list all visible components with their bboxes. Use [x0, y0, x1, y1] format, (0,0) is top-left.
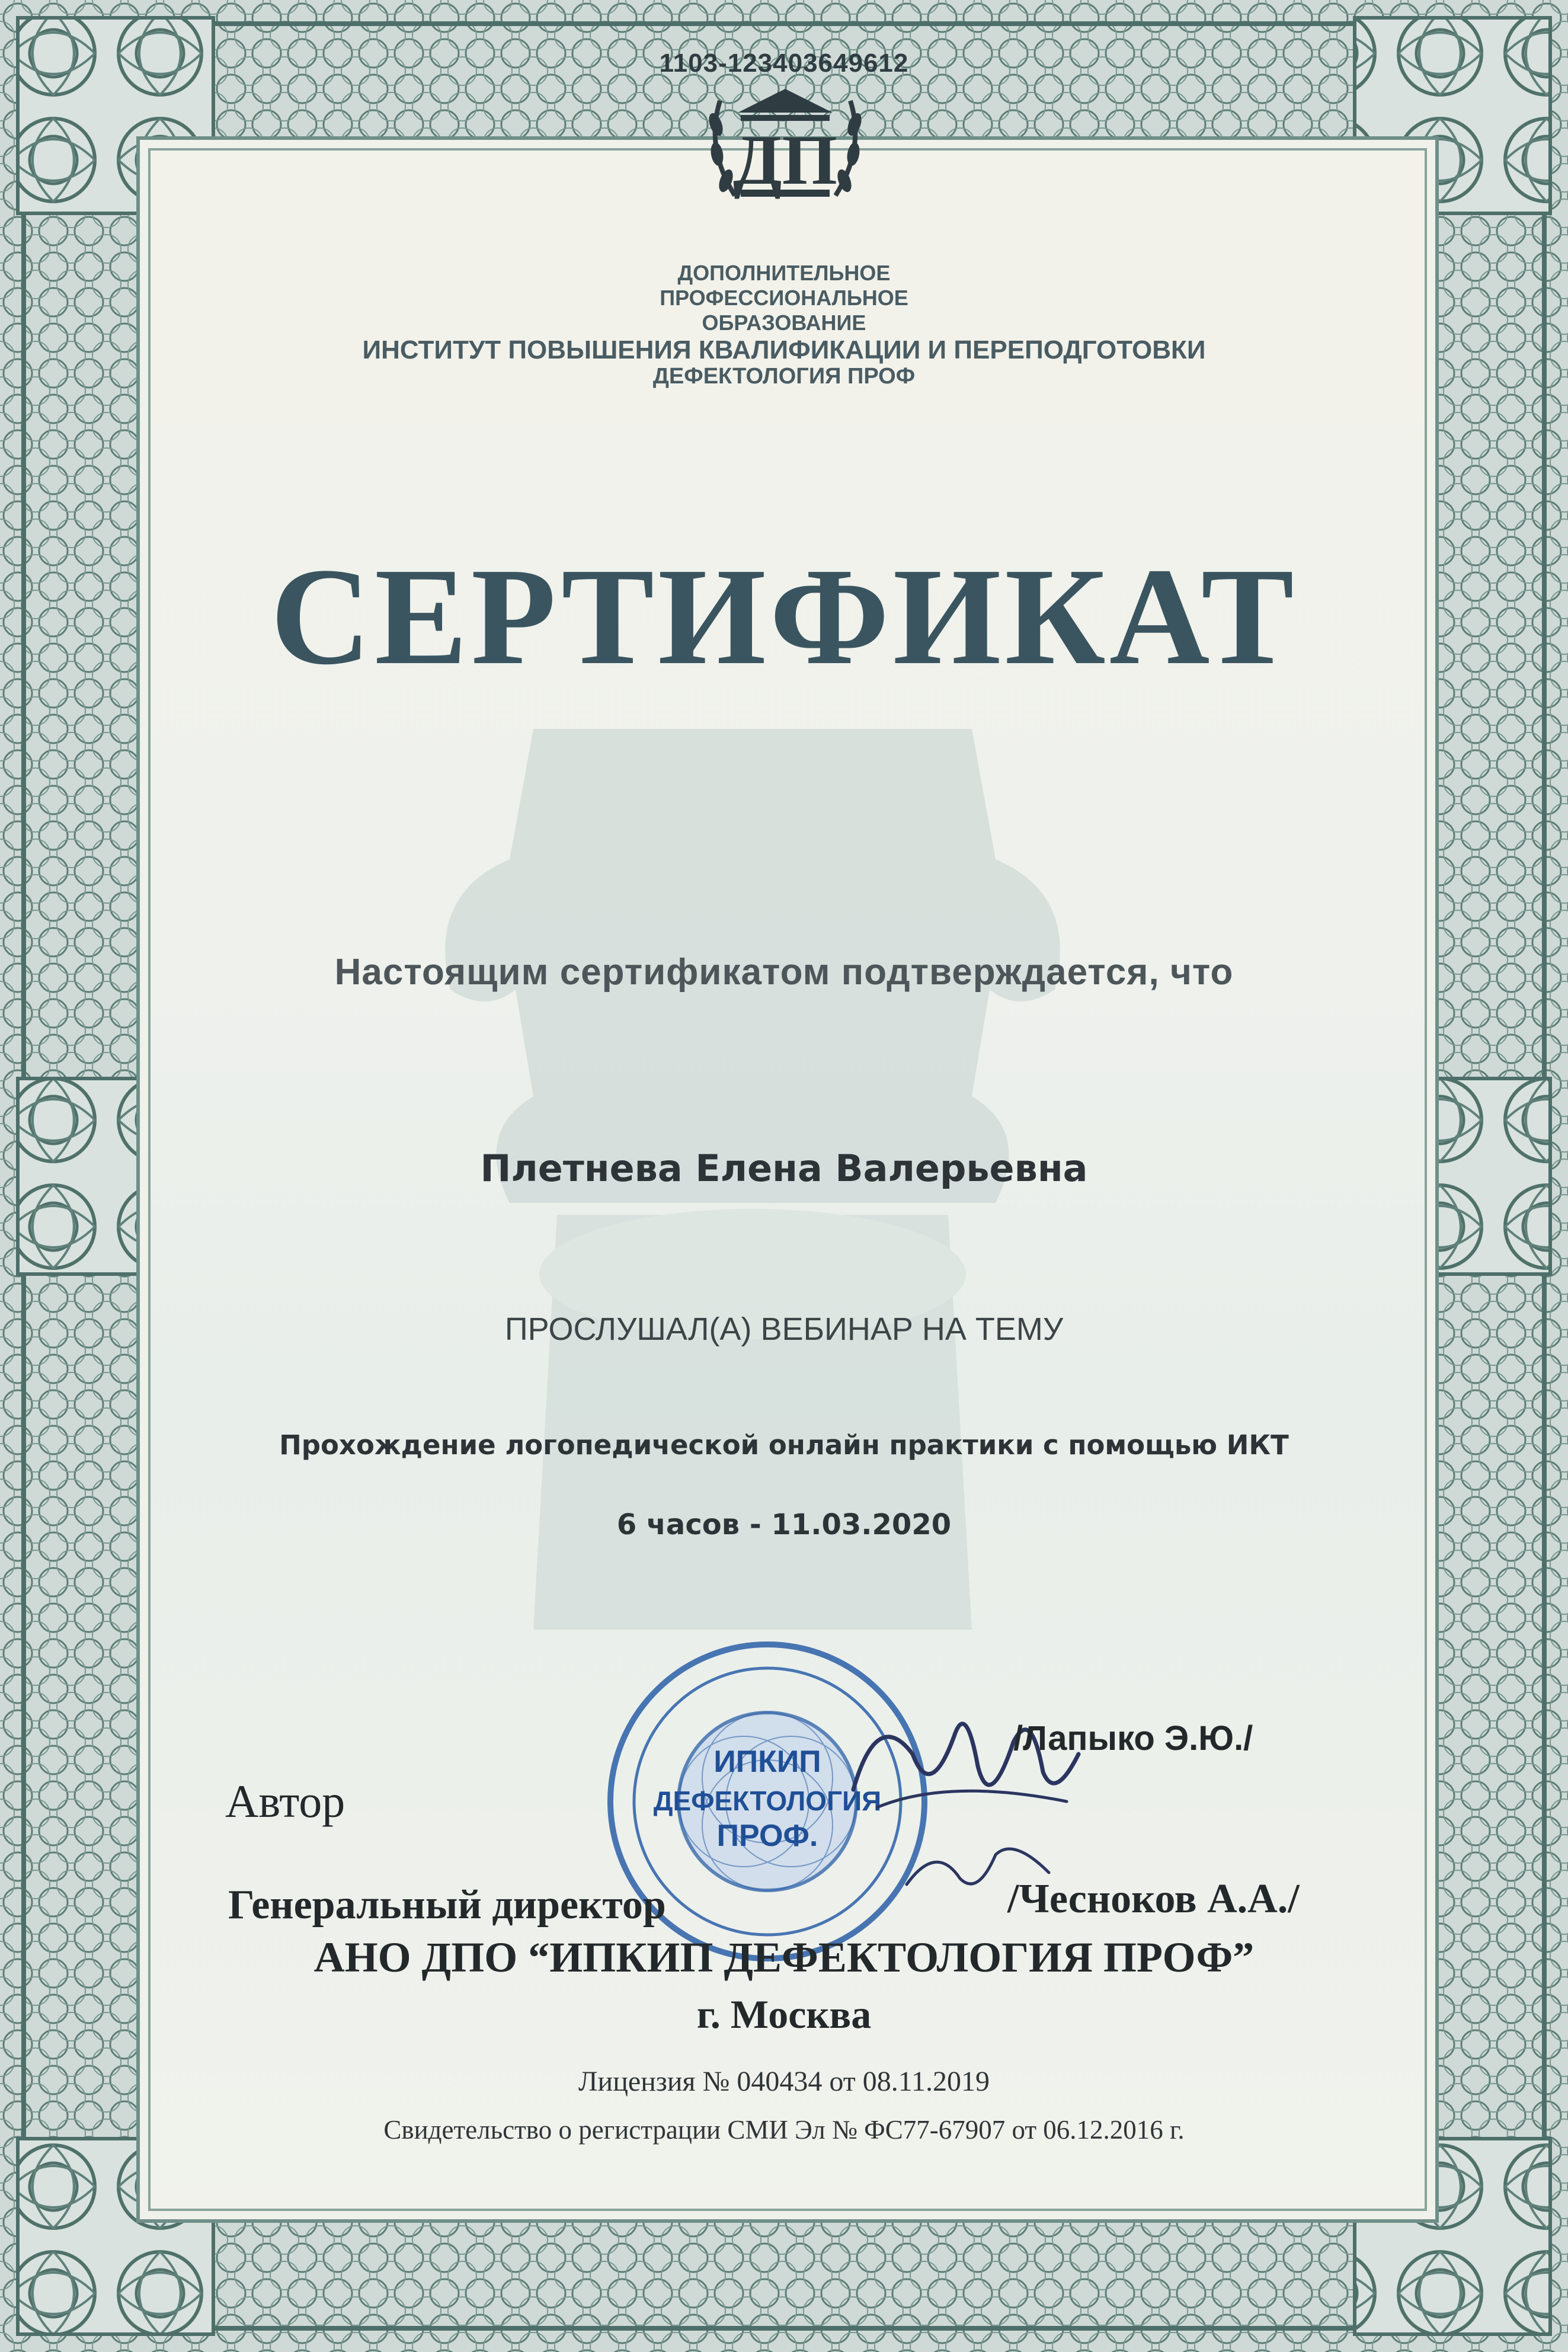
author-signature [841, 1683, 1090, 1849]
city: г. Москва [696, 1992, 872, 2037]
license-text: Лицензия № 040434 от 08.11.2019 [578, 2066, 990, 2097]
stamp-line-1: ИПКИП [713, 1745, 821, 1779]
org-line-1: ДОПОЛНИТЕЛЬНОЕ [677, 261, 891, 285]
confirmation-text: Настоящим сертификатом подтверждается, что [334, 952, 1234, 993]
organization-name: АНО ДПО “ИПКИП ДЕФЕКТОЛОГИЯ ПРОФ” [313, 1934, 1255, 1981]
author-label: Автор [225, 1775, 345, 1827]
serial-number: 1103-123403649612 [659, 49, 909, 78]
stamp-line-3: ПРОФ. [716, 1819, 818, 1853]
webinar-topic: Прохождение логопедической онлайн практики с помощью ИКТ [279, 1429, 1289, 1461]
recipient-name: Плетнева Елена Валерьевна [480, 1147, 1088, 1190]
certificate-title: СЕРТИФИКАТ [270, 539, 1298, 693]
stamp-line-2: ДЕФЕКТОЛОГИЯ [653, 1785, 882, 1816]
director-name: /Чесноков А.А./ [1007, 1876, 1300, 1922]
logo-letters: ДП [733, 120, 837, 199]
institute-logo [699, 77, 871, 213]
media-registration-text: Свидетельство о регистрации СМИ Эл № ФС77-67907 от 06.12.2016 г. [383, 2115, 1185, 2145]
director-label: Генеральный директор [228, 1882, 666, 1928]
hours-and-date: 6 часов - 11.03.2020 [616, 1508, 952, 1541]
org-line-3: ОБРАЗОВАНИЕ [702, 311, 866, 335]
org-line-5: ДЕФЕКТОЛОГИЯ ПРОФ [652, 364, 916, 389]
org-line-2: ПРОФЕССИОНАЛЬНОЕ [660, 286, 908, 310]
listened-label: ПРОСЛУШАЛ(А) ВЕБИНАР НА ТЕМУ [504, 1311, 1064, 1347]
org-line-4: ИНСТИТУТ ПОВЫШЕНИЯ КВАЛИФИКАЦИИ И ПЕРЕПОДГОТОВКИ [362, 335, 1206, 364]
author-name: /Лапыко Э.Ю./ [1013, 1719, 1253, 1758]
